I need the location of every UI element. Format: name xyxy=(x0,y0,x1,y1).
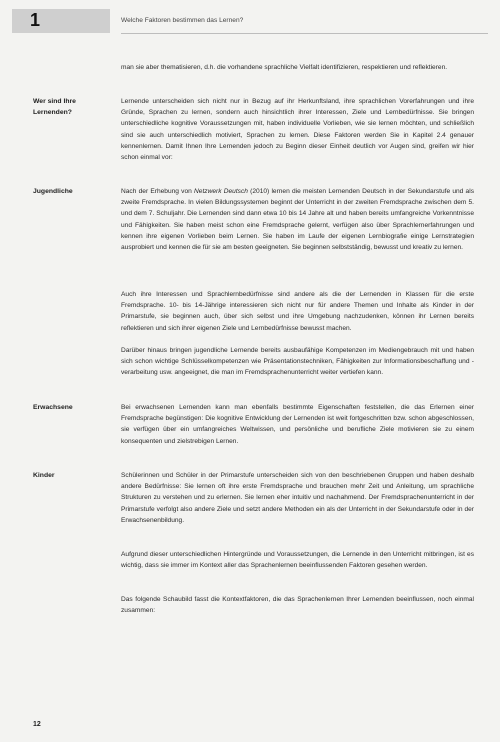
paragraph-youth-3: Darüber hinaus bringen jugendliche Lernende bereits ausbaufähige Kompetenzen im Mediengebrauch mit und haben sich schon wichtige Schlüsselkompetenzen wie Präsentationstechniken, Fähigkeiten zur Informationsbeschaffung und -verarbeitung usw. angeeignet, die man im Fremdsprachenunterricht weiter vertiefen kann. xyxy=(121,347,474,377)
paragraph-youth-2: Auch ihre Interessen und Sprachlernbedürfnisse sind andere als die der Lernenden in Klassen für die erste Fremdsprache. 10- bis 14-Jährige interessieren sich nicht nur für andere Themen und Inhalte als Kinder in der Primarstufe, sie beginnen auch, über sich selbst und ihre Umgebung nachzudenken, können ihr Lernen bereits reflektieren und sich ihrer eigenen Ziele und Lernbedürfnisse bewusst machen. xyxy=(121,291,474,332)
paragraph-youth-1 xyxy=(121,186,474,253)
paragraph-children-3: Das folgende Schaubild fasst die Kontextfaktoren, die das Sprachenlernen Ihrer Lernenden beeinflussen, noch einmal zusammen: xyxy=(121,596,474,615)
paragraph-adults: Bei erwachsenen Lernenden kann man ebenfalls bestimmte Eigenschaften feststellen, die das Erlernen einer Fremdsprache begünstigen: Die kognitive Entwicklung der Lernenden ist weit fortgeschritten bzw. schon abgeschlossen, sie verfügen über ein umfangreiches Weltwissen, und persönliche und berufliche Ziele motivieren sie zu einem konsequenten und zielstrebigen Lernen. xyxy=(121,404,474,445)
page-number: 12 xyxy=(33,721,41,728)
side-label-children: Kinder xyxy=(33,472,55,479)
paragraph-who: Lernende unterscheiden sich nicht nur in Bezug auf ihr Herkunftsland, ihre sprachlichen Vorerfahrungen und ihre Gründe, Sprachen zu lernen, sondern auch hinsichtlich ihrer Interessen, Ziele und Lernbedürfnisse. Sie bringen unterschiedliche kognitive Voraussetzungen mit, haben individuelle Vorlieben, wie sie lernen möchten, und schließlich sind sie auch unterschiedlich motiviert, Sprachen zu lernen. Diese Faktoren werden Sie in Kapitel 2.4 genauer kennenlernen. Damit Ihnen Ihre Lernenden jedoch zu Beginn dieser Einheit deutlich vor Augen sind, greifen wir hier schon einmal vor: xyxy=(121,98,474,162)
chapter-number: 1 xyxy=(30,10,41,30)
paragraph-youth-1-lead: Nach der Erhebung von xyxy=(121,188,195,195)
side-label-youth: Jugendliche xyxy=(33,188,73,195)
running-title: Welche Faktoren bestimmen das Lernen? xyxy=(121,17,244,24)
study-title: Netzwerk Deutsch xyxy=(194,188,248,195)
paragraph-youth-1-rest: (2010) lernen die meisten Lernenden Deutsch in der Sekundarstufe und als zweite Fremdsprache. In vielen Bildungssystemen beginnt der Unterricht in der zweiten Fremdsprache zwischen dem 5. und dem 7. Schuljahr. Die Lernenden sind dann etwa 10 bis 14 Jahre alt und haben bereits umfangreiche Vorkenntnisse und Fähigkeiten. Sie haben meist schon eine Fremdsprache gelernt, verfügen also über Sprachlernerfahrungen und kennen ihre eigenen Vorlieben beim Lernen. Sie haben im Laufe der eigenen Lernbiografie einige Lernstrategien ausprobiert und kennen die für sie am besten geeigneten. Sie beginnen selbstständig, bewusst und kreativ zu lernen. xyxy=(121,188,474,252)
paragraph-children-1: Schülerinnen und Schüler in der Primarstufe unterscheiden sich von den beschriebenen Gruppen und haben deshalb andere Bedürfnisse: Sie lernen oft ihre erste Fremdsprache und brauchen mehr Zeit und Anleitung, um sprachliche Strukturen zu verstehen und zu erlernen. Sie lernen eher intuitiv und nachahmend. Der Fremdsprachenunterricht in der Primarstufe verfolgt also andere Ziele und setzt andere Methoden ein als der Unterricht in der Sekundarstufe oder in der Erwachsenenbildung. xyxy=(121,472,474,524)
side-label-adults: Erwachsene xyxy=(33,404,73,411)
intro-paragraph: man sie aber thematisieren, d.h. die vorhandene sprachliche Vielfalt identifizieren, respektieren und reflektieren. xyxy=(121,64,448,71)
side-label-who: Wer sind Ihre Lernenden? xyxy=(33,98,76,117)
header-rule xyxy=(121,33,488,34)
chapter-number-box xyxy=(12,9,110,33)
paragraph-children-2: Aufgrund dieser unterschiedlichen Hintergründe und Voraussetzungen, die Lernende in den Unterricht mitbringen, ist es wichtig, dass sie immer im Kontext aller das Sprachenlernen beeinflussenden Faktoren gesehen werden. xyxy=(121,551,474,570)
